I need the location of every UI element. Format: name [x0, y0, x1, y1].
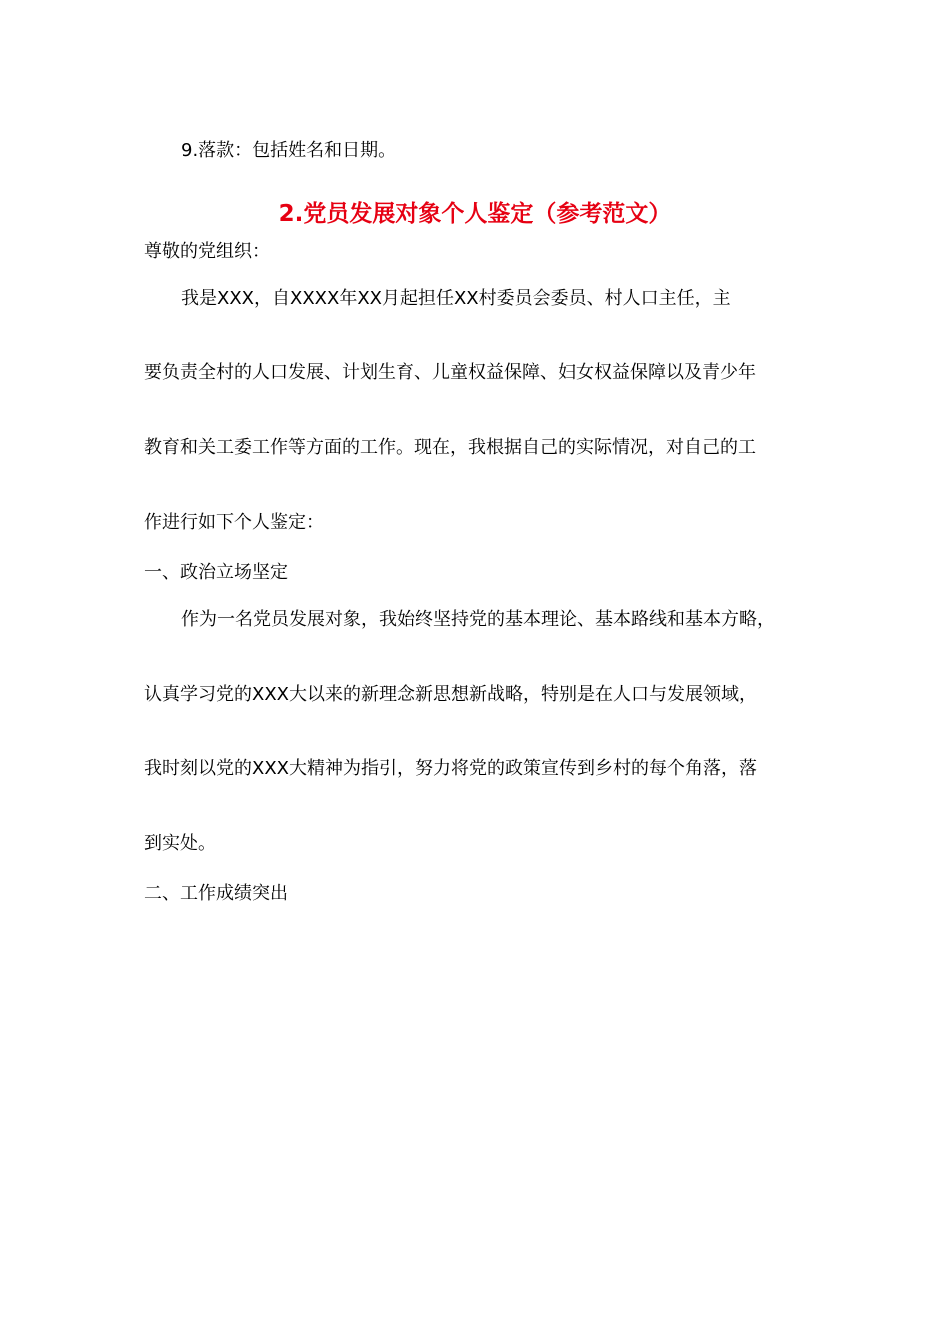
intro-item: 9.落款：包括姓名和日期。 — [181, 140, 397, 161]
paragraph-1-line-4: 作进行如下个人鉴定： — [144, 512, 324, 533]
paragraph-1-line-2: 要负责全村的人口发展、计划生育、儿童权益保障、妇女权益保障以及青少年 — [144, 362, 756, 383]
paragraph-2-line-2: 认真学习党的XXX大以来的新理念新思想新战略，特别是在人口与发展领域， — [144, 684, 757, 705]
paragraph-2-line-3: 我时刻以党的XXX大精神为指引，努力将党的政策宣传到乡村的每个角落，落 — [144, 758, 757, 779]
paragraph-1-line-3: 教育和关工委工作等方面的工作。现在，我根据自己的实际情况，对自己的工 — [144, 437, 756, 458]
paragraph-2-line-1: 作为一名党员发展对象，我始终坚持党的基本理论、基本路线和基本方略， — [181, 609, 775, 630]
document-title: 2.党员发展对象个人鉴定（参考范文） — [278, 201, 672, 227]
section-2-heading: 二、工作成绩突出 — [144, 883, 288, 904]
paragraph-1-line-1: 我是XXX，自XXXX年XX月起担任XX村委员会委员、村人口主任，主 — [181, 288, 731, 309]
salutation: 尊敬的党组织： — [144, 241, 270, 262]
paragraph-2-line-4: 到实处。 — [144, 833, 216, 854]
section-1-heading: 一、政治立场坚定 — [144, 562, 288, 583]
